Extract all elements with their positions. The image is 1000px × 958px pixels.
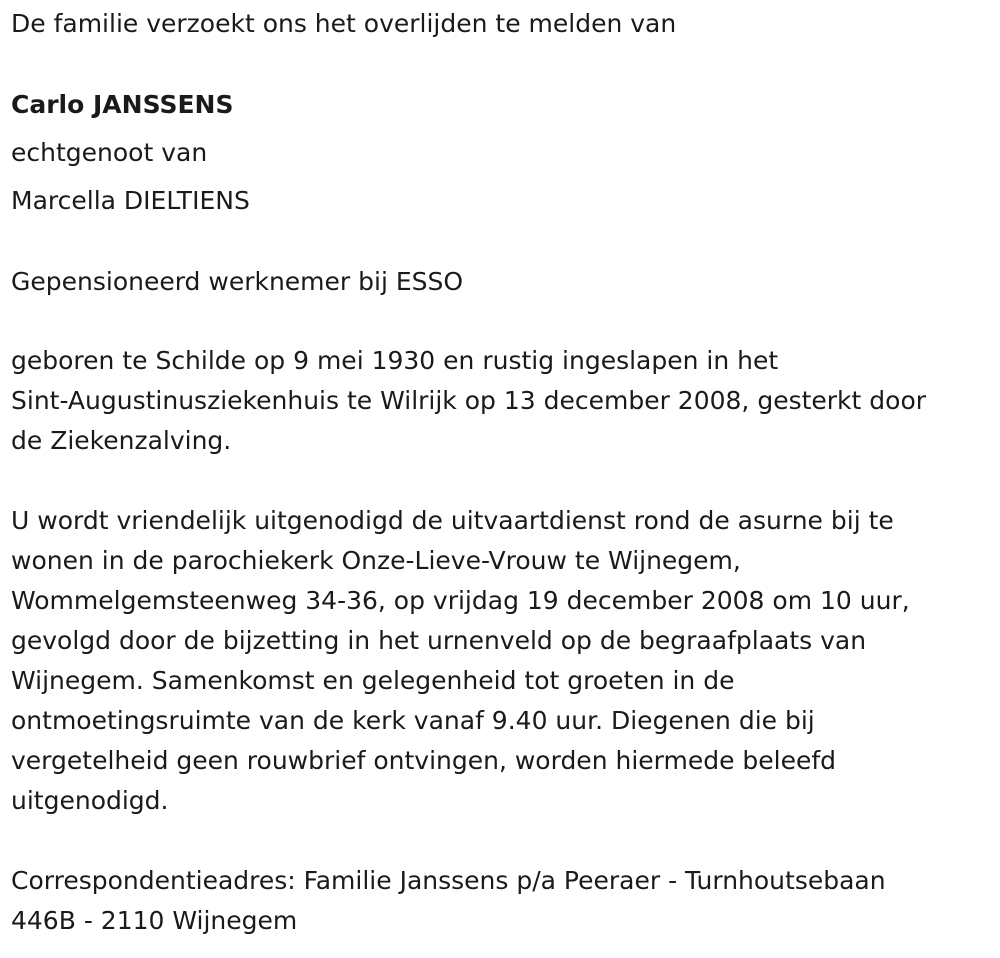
- birth-death-line-1: geboren te Schilde op 9 mei 1930 en rustig ingeslapen in het: [11, 346, 779, 375]
- correspondence-line-2: 446B - 2110 Wijnegem: [11, 906, 298, 935]
- invitation-line-3: Wommelgemsteenweg 34-36, op vrijdag 19 december 2008 om 10 uur,: [11, 586, 910, 615]
- invitation-line-7: vergetelheid geen rouwbrief ontvingen, worden hiermede beleefd: [11, 746, 837, 775]
- invitation-line-2: wonen in de parochiekerk Onze-Lieve-Vrouw te Wijnegem,: [11, 546, 741, 575]
- correspondence-line-1: Correspondentieadres: Familie Janssens p/a Peeraer - Turnhoutsebaan: [11, 866, 886, 895]
- relation-text: echtgenoot van: [11, 138, 208, 167]
- invitation-line-5: Wijnegem. Samenkomst en gelegenheid tot groeten in de: [11, 666, 735, 695]
- birth-death-line-3: de Ziekenzalving.: [11, 426, 232, 455]
- occupation-text: Gepensioneerd werknemer bij ESSO: [11, 267, 464, 296]
- birth-death-line-2: Sint-Augustinusziekenhuis te Wilrijk op 13 december 2008, gesterkt door: [11, 386, 927, 415]
- invitation-line-4: gevolgd door de bijzetting in het urnenveld op de begraafplaats van: [11, 626, 867, 655]
- invitation-line-6: ontmoetingsruimte van de kerk vanaf 9.40 uur. Diegenen die bij: [11, 706, 815, 735]
- invitation-line-1: U wordt vriendelijk uitgenodigd de uitvaartdienst rond de asurne bij te: [11, 506, 894, 535]
- spouse-name: Marcella DIELTIENS: [11, 186, 250, 215]
- intro-text: De familie verzoekt ons het overlijden te melden van: [11, 9, 677, 38]
- invitation-line-8: uitgenodigd.: [11, 786, 169, 815]
- deceased-name: Carlo JANSSENS: [11, 90, 234, 119]
